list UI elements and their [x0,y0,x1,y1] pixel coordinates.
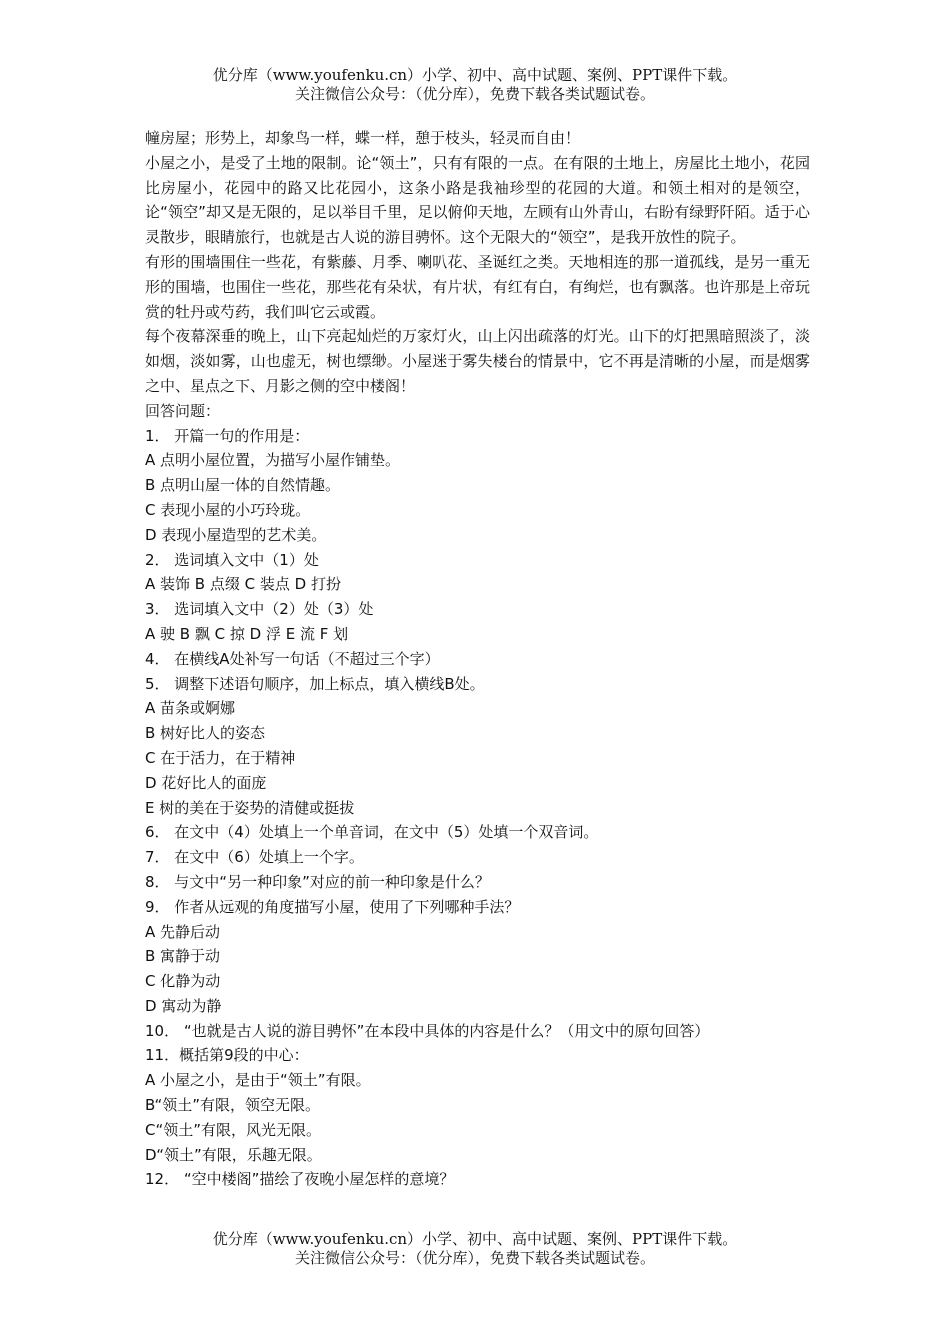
passage-paragraph: 每个夜幕深垂的晚上，山下亮起灿烂的万家灯火，山上闪出疏落的灯光。山下的灯把黑暗照淡了，淡如烟，淡如雾，山也虚无，树也缥缈。小屋迷于雾失楼台的情景中，它不再是清晰的小屋，而是烟雾之中、星点之下、月影之侧的空中楼阁！ [145,327,810,395]
question-line: 12． “空中楼阁”描绘了夜晚小屋怎样的意境？ [145,1170,455,1189]
question-line: 9． 作者从远观的角度描写小屋，使用了下列哪种手法？ [145,897,520,916]
question-line: A 小屋之小，是由于“领土”有限。 [145,1071,371,1090]
question-line: C 在于活力，在于精神 [145,748,296,767]
question-line: 7． 在文中（6）处填上一个字。 [145,848,364,867]
question-line: A 苗条或婀娜 [145,699,236,718]
question-line: 3． 选词填入文中（2）处（3）处 [145,600,374,619]
question-line: A 驶 B 飘 C 掠 D 浮 E 流 F 划 [145,624,349,643]
document-body [145,126,810,1192]
page-footer [0,1230,950,1268]
header-line-1: 优分库（www.youfenku.cn）小学、初中、高中试题、案例、PPT课件下载。 [212,66,738,84]
question-line: D 寓动为静 [145,996,222,1015]
page-header [0,66,950,104]
question-line: E 树的美在于姿势的清健或挺拔 [145,798,355,817]
question-line: A 点明小屋位置，为描写小屋作铺垫。 [145,451,401,470]
question-line: 4． 在横线A处补写一句话（不超过三个字） [145,649,440,668]
question-line: D“领土”有限，乐趣无限。 [145,1145,322,1164]
passage-paragraph: 幢房屋；形势上，却象鸟一样，蝶一样，憩于枝头，轻灵而自由！ [145,129,581,147]
question-line: B“领土”有限，领空无限。 [145,1096,321,1115]
questions-heading: 回答问题： [145,401,221,420]
header-line-2: 关注微信公众号：（优分库），免费下载各类试题试卷。 [294,85,655,103]
question-line: 2． 选词填入文中（1）处 [145,550,319,569]
question-line: 11．概括第9段的中心： [145,1046,309,1065]
passage-paragraph: 有形的围墙围住一些花，有紫藤、月季、喇叭花、圣诞红之类。天地相连的那一道孤线，是另一重无形的围墙，也围住一些花，那些花有朵状，有片状，有红有白，有绚烂，也有飘落。也许那是上帝玩赏的牡丹或芍药，我们叫它云或霞。 [145,252,810,321]
question-line: 5． 调整下述语句顺序，加上标点，填入横线B处。 [145,674,485,693]
question-line: B 寓静于动 [145,947,221,966]
footer-line-2: 关注微信公众号：（优分库），免费下载各类试题试卷。 [294,1249,655,1267]
question-line: 1． 开篇一句的作用是： [145,426,310,445]
question-line: A 先静后动 [145,922,221,941]
passage-paragraph: 小屋之小，是受了土地的限制。论“领土”，只有有限的一点。在有限的土地上，房屋比土地小，花园比房屋小，花园中的路又比花园小，这条小路是我袖珍型的花园的大道。和领土相对的是领空，论“领空”却又是无限的，足以举目千里，足以俯仰天地，左顾有山外青山，右盼有绿野阡陌。适于心灵散步，眼睛旅行，也就是古人说的游目骋怀。这个无限大的“领空”，是我开放性的院子。 [145,153,810,247]
question-line: C 化静为动 [145,972,221,991]
question-line: 8． 与文中“另一种印象”对应的前一种印象是什么？ [145,872,490,891]
question-line: C“领土”有限，风光无限。 [145,1120,322,1139]
question-line: D 花好比人的面庞 [145,773,267,792]
question-line: D 表现小屋造型的艺术美。 [145,525,327,544]
question-line: B 树好比人的姿态 [145,724,266,743]
question-line: A 装饰 B 点缀 C 装点 D 打扮 [145,575,341,594]
question-line: B 点明山屋一体的自然情趣。 [145,476,341,495]
footer-line-1: 优分库（www.youfenku.cn）小学、初中、高中试题、案例、PPT课件下载。 [212,1230,738,1248]
question-line: 10． “也就是古人说的游目骋怀”在本段中具体的内容是什么？（用文中的原句回答） [145,1021,710,1040]
question-line: 6． 在文中（4）处填上一个单音词，在文中（5）处填一个双音词。 [145,823,599,842]
question-line: C 表现小屋的小巧玲珑。 [145,500,311,519]
